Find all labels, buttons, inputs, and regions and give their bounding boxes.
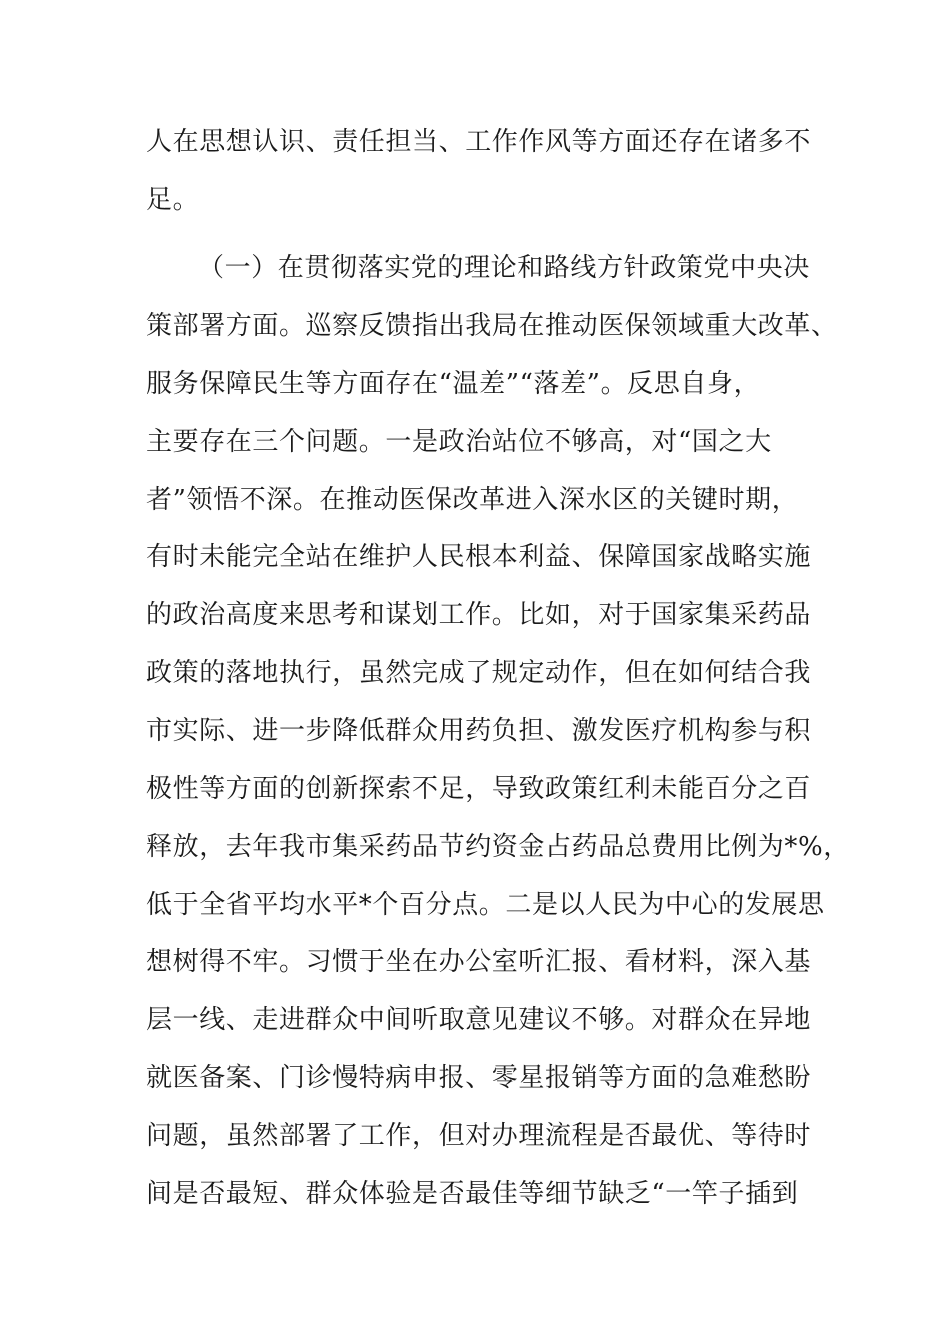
text-line: 极性等方面的创新探索不足，导致政策红利未能百分之百 xyxy=(146,774,812,804)
text-line: 人在思想认识、责任担当、工作作风等方面还存在诸多不 xyxy=(146,127,812,157)
text-line: 者”领悟不深。在推动医保改革进入深水区的关键时期， xyxy=(146,485,799,515)
text-line: 问题，虽然部署了工作，但对办理流程是否最优、等待时 xyxy=(146,1121,812,1151)
text-line: 间是否最短、群众体验是否最佳等细节缺乏“一竿子插到 xyxy=(146,1179,799,1209)
text-line: 市实际、进一步降低群众用药负担、激发医疗机构参与积 xyxy=(146,716,812,746)
text-line: 主要存在三个问题。一是政治站位不够高，对“国之大 xyxy=(146,427,772,457)
text-line: 足。 xyxy=(146,185,200,215)
text-line: 释放，去年我市集采药品节约资金占药品总费用比例为*%， xyxy=(146,832,850,862)
text-line: 想树得不牢。习惯于坐在办公室听汇报、看材料，深入基 xyxy=(146,947,812,977)
text-line: 策部署方面。巡察反馈指出我局在推动医保领域重大改革、 xyxy=(146,311,838,341)
paragraph-heading-line: （一）在贯彻落实党的理论和路线方针政策党中央决 xyxy=(198,253,810,283)
text-line: 服务保障民生等方面存在“温差”“落差”。反思自身， xyxy=(146,369,761,399)
text-line: 低于全省平均水平*个百分点。二是以人民为中心的发展思 xyxy=(146,890,825,920)
text-line: 有时未能完全站在维护人民根本利益、保障国家战略实施 xyxy=(146,542,812,572)
text-line: 层一线、走进群众中间听取意见建议不够。对群众在异地 xyxy=(146,1005,812,1035)
text-line: 政策的落地执行，虽然完成了规定动作，但在如何结合我 xyxy=(146,658,812,688)
text-line: 的政治高度来思考和谋划工作。比如，对于国家集采药品 xyxy=(146,600,812,630)
text-line: 就医备案、门诊慢特病申报、零星报销等方面的急难愁盼 xyxy=(146,1063,812,1093)
